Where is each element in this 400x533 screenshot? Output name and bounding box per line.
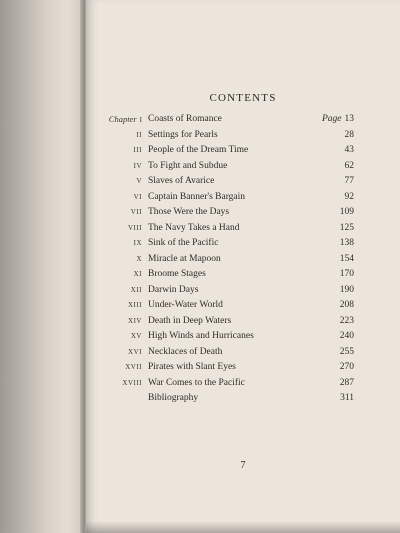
- chapter-page: 154: [339, 253, 354, 264]
- contents-entry: [86, 159, 400, 174]
- chapter-numeral: I: [139, 116, 142, 124]
- contents-entry: [86, 236, 400, 251]
- chapter-title: Necklaces of Death: [148, 346, 223, 357]
- chapter-number: XVII: [125, 363, 142, 371]
- contents-entry: [86, 190, 400, 205]
- chapter-title: Pirates with Slant Eyes: [148, 362, 236, 372]
- page-word: Page: [321, 114, 342, 124]
- chapter-title: Darwin Days: [148, 284, 199, 295]
- left-page-edge: [0, 0, 84, 533]
- chapter-number: XV: [130, 332, 142, 340]
- chapter-page: 109: [339, 207, 354, 217]
- chapter-page: 311: [340, 393, 354, 403]
- contents-page: [86, 0, 400, 533]
- chapter-page: 190: [339, 284, 354, 295]
- chapter-title: Captain Banner's Bargain: [148, 191, 246, 202]
- contents-entry: [86, 298, 400, 313]
- chapter-page: 208: [339, 300, 354, 310]
- contents-entry: [86, 221, 400, 236]
- chapter-page: 62: [344, 160, 354, 171]
- chapter-page: 223: [339, 315, 354, 326]
- contents-heading: CONTENTS: [209, 92, 277, 104]
- contents-entry: [86, 376, 400, 391]
- chapter-title: Miracle at Mapoon: [148, 253, 221, 264]
- chapter-page: 255: [339, 346, 354, 357]
- chapter-page: 240: [339, 331, 354, 341]
- chapter-number: XIV: [128, 316, 142, 325]
- contents-entry: [86, 391, 400, 406]
- chapter-number: XVI: [128, 347, 142, 356]
- chapter-title: Coasts of Romance: [148, 114, 222, 124]
- chapter-number: XII: [130, 285, 142, 294]
- chapter-title: People of the Dream Time: [148, 145, 249, 155]
- chapter-number: IV: [133, 161, 142, 170]
- chapter-title: Bibliography: [148, 393, 199, 403]
- chapter-page: 77: [344, 176, 354, 186]
- page-value: 13: [344, 114, 354, 124]
- chapter-page: 43: [344, 145, 354, 155]
- contents-entry: [86, 128, 400, 143]
- contents-entry: [86, 314, 400, 329]
- contents-entry: [86, 329, 400, 344]
- chapter-title: High Winds and Hurricanes: [148, 331, 254, 341]
- chapter-number: XVIII: [122, 378, 142, 387]
- chapter-page: 28: [344, 129, 354, 140]
- chapter-number: VIII: [127, 223, 142, 232]
- chapter-number: II: [136, 130, 142, 139]
- chapter-title: Broome Stages: [148, 269, 206, 279]
- chapter-page: 170: [339, 269, 354, 279]
- chapter-number: III: [133, 146, 142, 154]
- chapter-page: 125: [339, 222, 354, 233]
- chapter-number: VII: [130, 208, 142, 216]
- contents-entry: [86, 283, 400, 298]
- chapter-title: Death in Deep Waters: [148, 315, 232, 326]
- contents-entry: [86, 143, 400, 158]
- page-number: 7: [240, 460, 246, 471]
- chapter-number: [94, 112, 142, 128]
- chapter-title: Settings for Pearls: [148, 129, 218, 140]
- chapter-page: [322, 112, 354, 127]
- contents-entry: [86, 345, 400, 360]
- chapter-title: To Fight and Subdue: [148, 160, 228, 171]
- chapter-page: 270: [339, 362, 354, 372]
- chapter-word: Chapter: [108, 114, 137, 124]
- contents-entry: [86, 112, 400, 127]
- chapter-title: Sink of the Pacific: [148, 238, 219, 248]
- chapter-page: 287: [339, 377, 354, 388]
- chapter-number: X: [136, 254, 142, 263]
- chapter-title: Slaves of Avarice: [148, 176, 215, 186]
- contents-entry: [86, 360, 400, 375]
- chapter-title: War Comes to the Pacific: [148, 377, 245, 388]
- chapter-page: 138: [339, 238, 354, 248]
- chapter-title: Those Were the Days: [148, 207, 230, 217]
- contents-entry: [86, 252, 400, 267]
- chapter-title: Under-Water World: [148, 300, 223, 310]
- chapter-number: XI: [133, 270, 142, 278]
- chapter-page: 92: [344, 191, 354, 202]
- chapter-number: XIII: [127, 301, 142, 309]
- chapter-number: V: [136, 177, 142, 185]
- contents-entry: [86, 174, 400, 189]
- chapter-number: VI: [133, 192, 142, 201]
- contents-entry: [86, 267, 400, 282]
- chapter-number: IX: [133, 239, 142, 247]
- page-shadow: [86, 521, 400, 533]
- chapter-title: The Navy Takes a Hand: [148, 222, 240, 233]
- contents-entry: [86, 205, 400, 220]
